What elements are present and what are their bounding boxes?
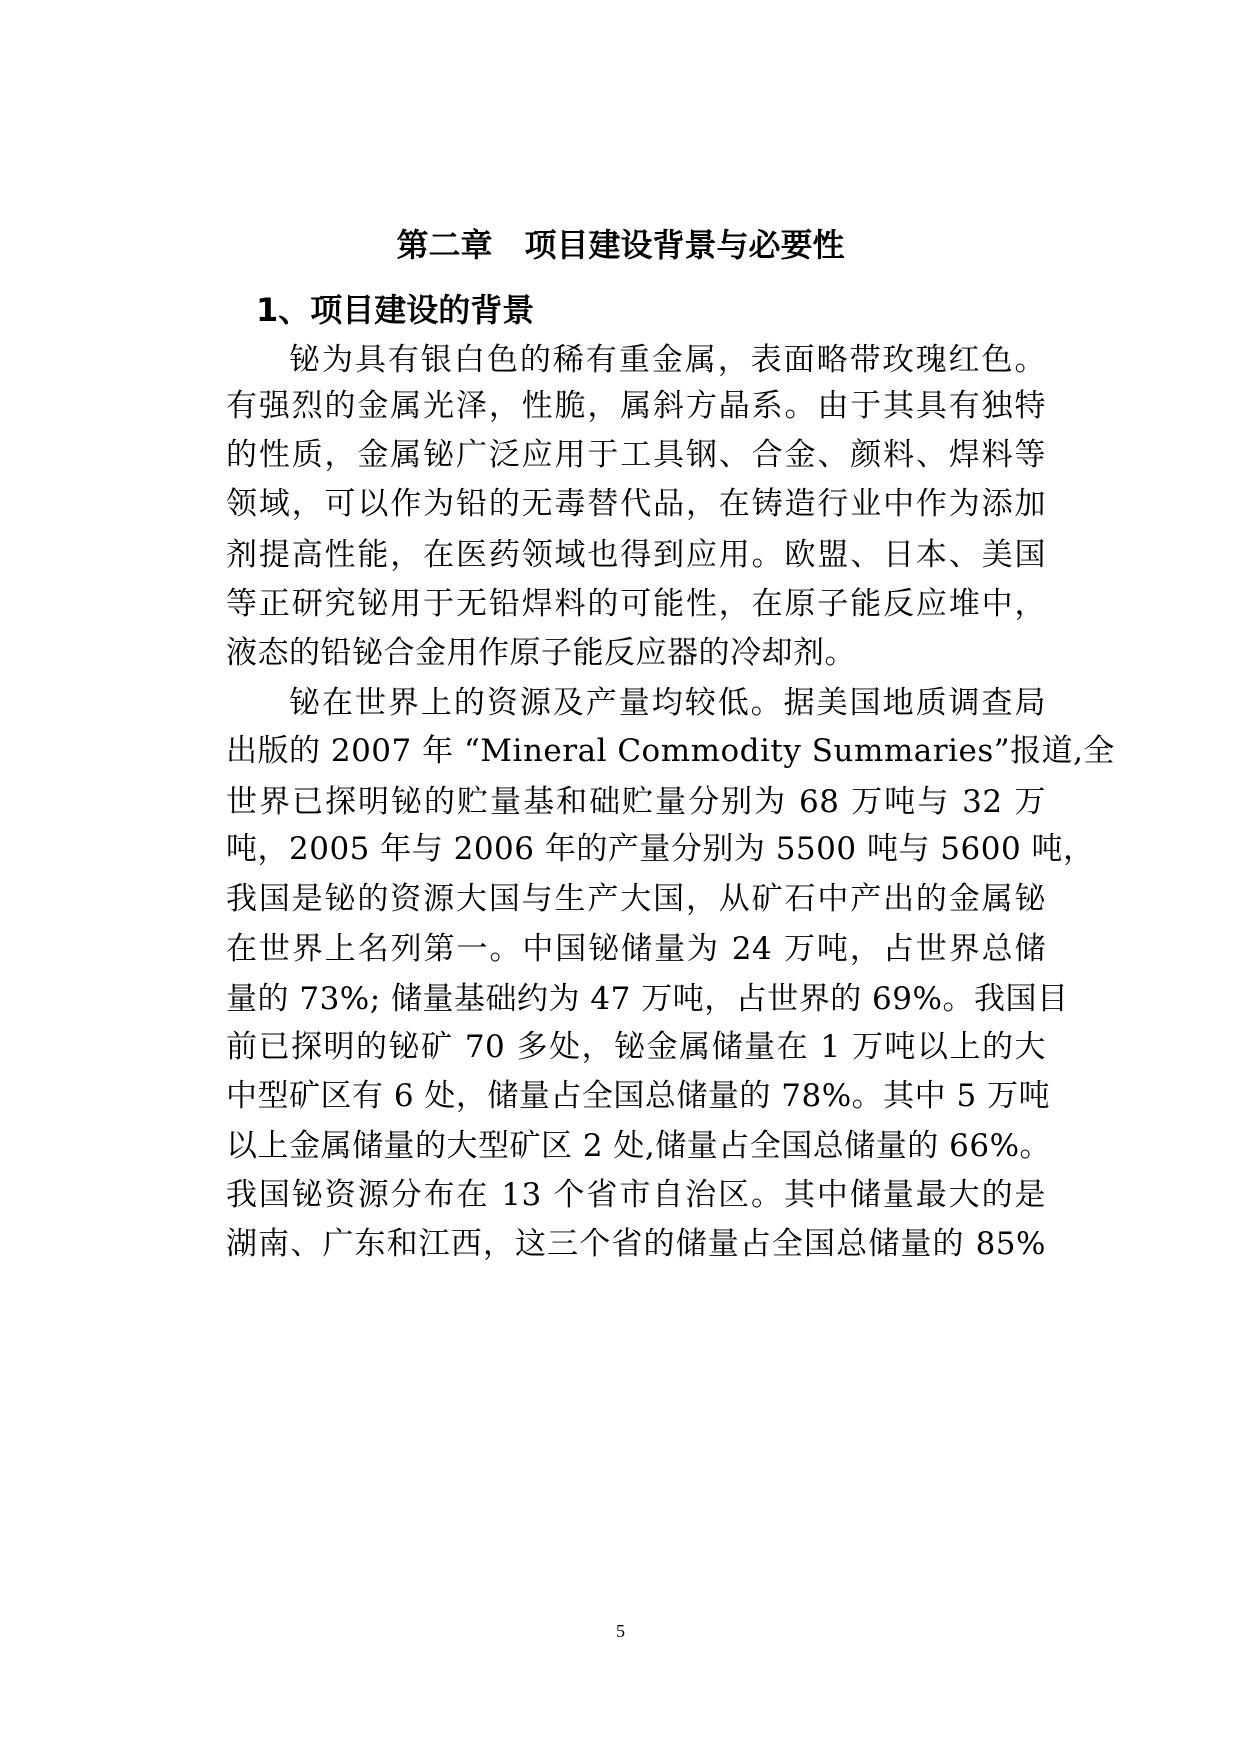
paragraph-2-line-11: 我国铋资源分布在 13 个省市自治区。其中储量最大的是 bbox=[226, 1177, 1046, 1213]
paragraph-2-line-1: 铋在世界上的资源及产量均较低。据美国地质调查局 bbox=[289, 685, 1046, 721]
paragraph-2-line-6: 在世界上名列第一。中国铋储量为 24 万吨，占世界总储 bbox=[226, 931, 1046, 967]
paragraph-1-line-5: 剂提高性能，在医药领域也得到应用。欧盟、日本、美国 bbox=[226, 537, 1046, 573]
paragraph-2-line-5: 我国是铋的资源大国与生产大国，从矿石中产出的金属铋 bbox=[226, 881, 1046, 917]
paragraph-2-line-8: 前已探明的铋矿 70 多处，铋金属储量在 1 万吨以上的大 bbox=[226, 1029, 1046, 1065]
chapter-title: 第二章 项目建设背景与必要性 bbox=[396, 226, 845, 264]
paragraph-2-line-4: 吨，2005 年与 2006 年的产量分别为 5500 吨与 5600 吨， bbox=[226, 831, 1095, 867]
paragraph-2-line-3: 世界已探明铋的贮量基和础贮量分别为 68 万吨与 32 万 bbox=[226, 784, 1046, 820]
paragraph-1-line-1: 铋为具有银白色的稀有重金属，表面略带玫瑰红色。 bbox=[289, 342, 1046, 378]
paragraph-1-line-4: 领域，可以作为铅的无毒替代品，在铸造行业中作为添加 bbox=[226, 486, 1046, 522]
page-number: 5 bbox=[616, 1621, 625, 1641]
paragraph-1-line-7: 液态的铅铋合金用作原子能反应器的冷却剂。 bbox=[226, 635, 856, 671]
paragraph-2-line-10: 以上金属储量的大型矿区 2 处,储量占全国总储量的 66%。 bbox=[226, 1128, 1052, 1164]
paragraph-2-line-9: 中型矿区有 6 处，储量占全国总储量的 78%。其中 5 万吨 bbox=[226, 1078, 1051, 1114]
paragraph-2-line-7: 量的 73%; 储量基础约为 47 万吨，占世界的 69%。我国目 bbox=[226, 981, 1069, 1017]
paragraph-1-line-3: 的性质，金属铋广泛应用于工具钢、合金、颜料、焊料等 bbox=[226, 437, 1046, 473]
paragraph-1-line-2: 有强烈的金属光泽，性脆，属斜方晶系。由于其具有独特 bbox=[226, 388, 1046, 424]
paragraph-1-line-6: 等正研究铋用于无铅焊料的可能性，在原子能反应堆中， bbox=[226, 586, 1046, 622]
section-heading: 1、项目建设的背景 bbox=[256, 291, 535, 329]
paragraph-2-line-12: 湖南、广东和江西，这三个省的储量占全国总储量的 85% bbox=[226, 1226, 1046, 1262]
paragraph-2-line-2: 出版的 2007 年 “Mineral Commodity Summaries”报道,全 bbox=[226, 733, 1115, 769]
